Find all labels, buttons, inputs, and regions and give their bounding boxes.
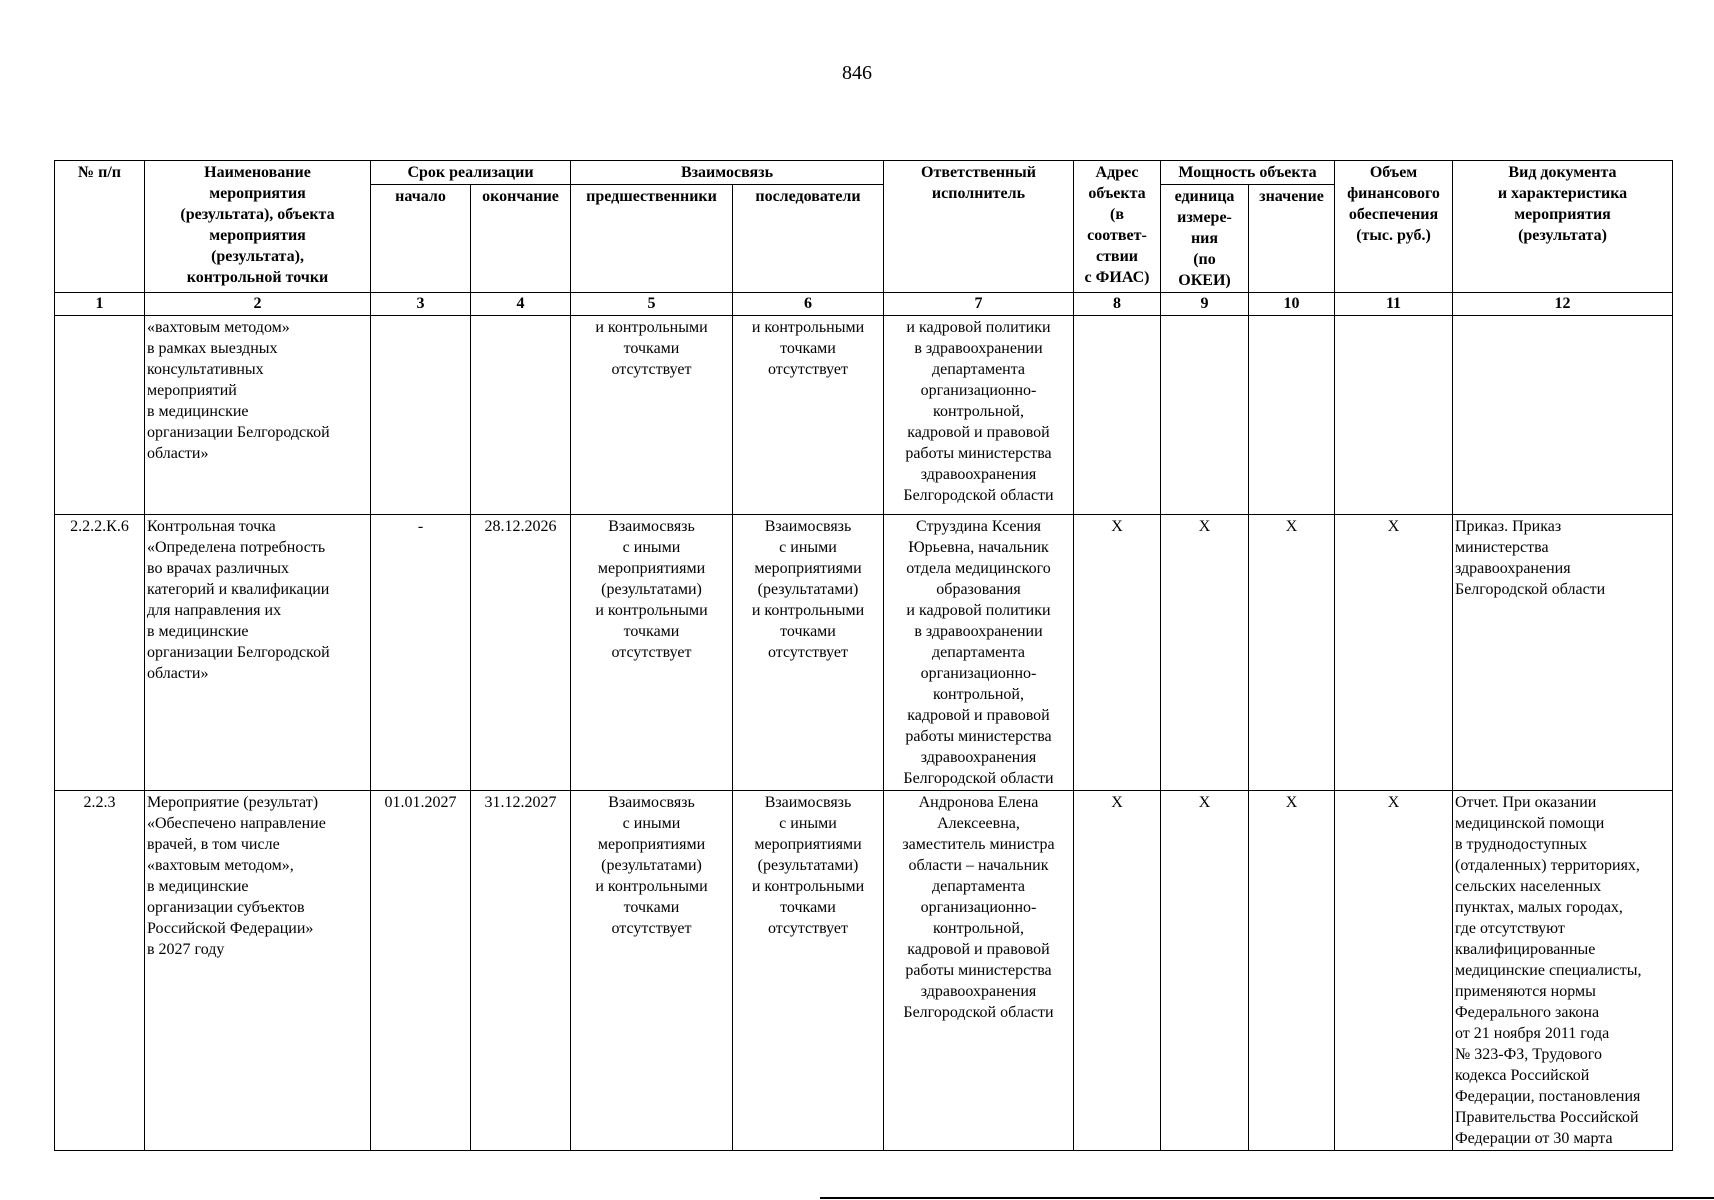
cell-unit: X: [1161, 791, 1249, 1151]
cell-name: Контрольная точка «Определена потребность во врачах различных категорий и квалификации для направления их в медицинские организации Белгородской области»: [145, 515, 371, 791]
header-capacity-unit: единица измере- ния (по ОКЕИ): [1161, 185, 1249, 293]
header-name: Наименование мероприятия (результата), объекта мероприятия (результата), контрольной точки: [145, 161, 371, 293]
cell-successors: Взаимосвязь с иными мероприятиями (результатами) и контрольными точками отсутствует: [733, 515, 884, 791]
cell-name: Мероприятие (результат) «Обеспечено направление врачей, в том числе «вахтовым методом», в медицинские организации субъектов Российской Федерации» в 2027 году: [145, 791, 371, 1151]
column-number: 2: [145, 293, 371, 316]
header-responsible: Ответственный исполнитель: [884, 161, 1074, 293]
header-link-succ: последователи: [733, 185, 884, 293]
cell-responsible: и кадровой политики в здравоохранении департамента организационно- контрольной, кадровой и правовой работы министерства здравоохранения Белгородской области: [884, 316, 1074, 515]
header-num: № п/п: [55, 161, 145, 293]
cell-responsible: Струздина Ксения Юрьевна, начальник отдела медицинского образования и кадровой политики в здравоохранении департамента организационно- контрольной, кадровой и правовой работы министерства здравоохранения Белгородской области: [884, 515, 1074, 791]
cell-finance: X: [1335, 791, 1453, 1151]
column-number: 4: [471, 293, 571, 316]
column-number: 8: [1074, 293, 1161, 316]
page-bottom-rule: [820, 1197, 1714, 1199]
cell-end: [471, 316, 571, 515]
cell-value: X: [1249, 515, 1335, 791]
cell-address: [1074, 316, 1161, 515]
header-link-pred: предшественники: [571, 185, 733, 293]
header-address: Адрес объекта (в соответ- ствии с ФИАС): [1074, 161, 1161, 293]
cell-num: 2.2.3: [55, 791, 145, 1151]
column-number: 1: [55, 293, 145, 316]
cell-name: «вахтовым методом» в рамках выездных консультативных мероприятий в медицинские организации Белгородской области»: [145, 316, 371, 515]
table-row: [55, 316, 1673, 515]
cell-num: [55, 316, 145, 515]
column-number: 9: [1161, 293, 1249, 316]
cell-successors: Взаимосвязь с иными мероприятиями (результатами) и контрольными точками отсутствует: [733, 791, 884, 1151]
cell-start: -: [371, 515, 471, 791]
cell-finance: X: [1335, 515, 1453, 791]
cell-start: 01.01.2027: [371, 791, 471, 1151]
cell-doc: [1453, 316, 1673, 515]
header-capacity: Мощность объекта: [1161, 161, 1335, 185]
cell-value: [1249, 316, 1335, 515]
cell-address: X: [1074, 791, 1161, 1151]
table-row: [55, 791, 1673, 1151]
header-doc-type: Вид документа и характеристика мероприятия (результата): [1453, 161, 1673, 293]
cell-unit: X: [1161, 515, 1249, 791]
cell-predecessors: Взаимосвязь с иными мероприятиями (результатами) и контрольными точками отсутствует: [571, 791, 733, 1151]
column-number: 10: [1249, 293, 1335, 316]
page-number: 846: [842, 62, 872, 84]
table-row: [55, 515, 1673, 791]
column-number: 12: [1453, 293, 1673, 316]
header-capacity-value: значение: [1249, 185, 1335, 293]
cell-end: 31.12.2027: [471, 791, 571, 1151]
cell-address: X: [1074, 515, 1161, 791]
cell-predecessors: и контрольными точками отсутствует: [571, 316, 733, 515]
cell-doc: Приказ. Приказ министерства здравоохранения Белгородской области: [1453, 515, 1673, 791]
column-number: 7: [884, 293, 1074, 316]
header-row-1: [55, 161, 1673, 185]
cell-start: [371, 316, 471, 515]
column-number-row: [55, 293, 1673, 316]
header-period: Срок реализации: [371, 161, 571, 185]
activities-table: [54, 160, 1673, 1151]
cell-responsible: Андронова Елена Алексеевна, заместитель министра области – начальник департамента организационно- контрольной, кадровой и правовой работы министерства здравоохранения Белгородской области: [884, 791, 1074, 1151]
cell-num: 2.2.2.К.6: [55, 515, 145, 791]
cell-successors: и контрольными точками отсутствует: [733, 316, 884, 515]
header-period-start: начало: [371, 185, 471, 293]
cell-unit: [1161, 316, 1249, 515]
column-number: 3: [371, 293, 471, 316]
cell-finance: [1335, 316, 1453, 515]
cell-predecessors: Взаимосвязь с иными мероприятиями (результатами) и контрольными точками отсутствует: [571, 515, 733, 791]
cell-end: 28.12.2026: [471, 515, 571, 791]
header-period-end: окончание: [471, 185, 571, 293]
header-link: Взаимосвязь: [571, 161, 884, 185]
column-number: 6: [733, 293, 884, 316]
cell-value: X: [1249, 791, 1335, 1151]
cell-doc: Отчет. При оказании медицинской помощи в труднодоступных (отдаленных) территориях, сельских населенных пунктах, малых городах, где отсутствуют квалифицированные медицинские специалисты, применяются нормы Федерального закона от 21 ноября 2011 года № 323-ФЗ, Трудового кодекса Российской Федерации, постановления Правительства Российской Федерации от 30 марта: [1453, 791, 1673, 1151]
column-number: 11: [1335, 293, 1453, 316]
header-finance: Объем финансового обеспечения (тыс. руб.): [1335, 161, 1453, 293]
column-number: 5: [571, 293, 733, 316]
